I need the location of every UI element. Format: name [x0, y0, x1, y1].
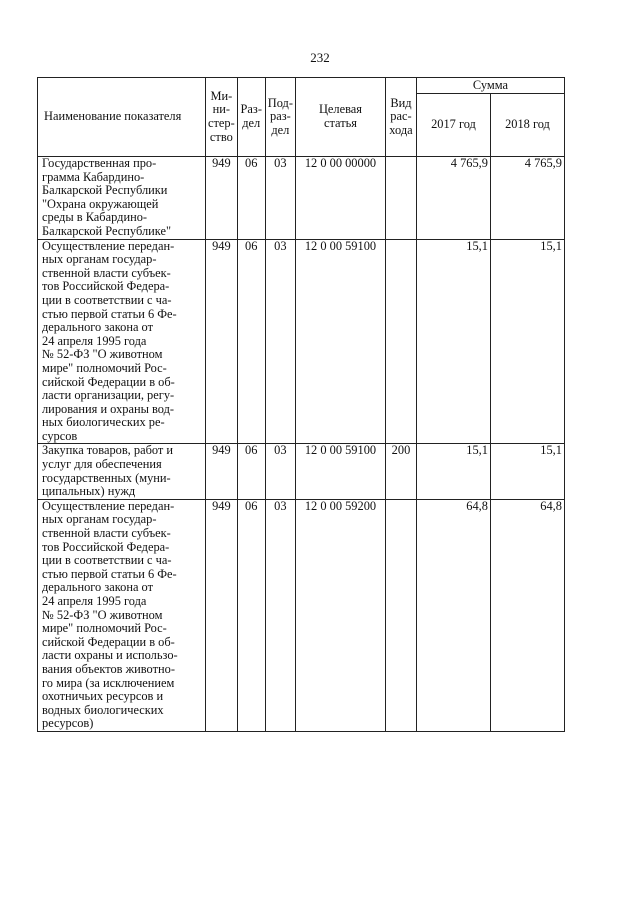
row-section: 06	[237, 239, 265, 444]
row-subsection: 03	[265, 157, 295, 240]
row-target: 12 0 00 00000	[295, 157, 385, 240]
header-sum: Сумма	[416, 78, 564, 94]
row-ministry: 949	[206, 499, 238, 731]
table-row	[38, 239, 565, 444]
row-ministry: 949	[206, 157, 238, 240]
row-name: Государственная про- грамма Кабардино- Балкарской Республики "Охрана окружающей среды в Кабардино- Балкарской Республике"	[38, 157, 206, 240]
row-amount-2018: 64,8	[490, 499, 564, 731]
row-target: 12 0 00 59100	[295, 239, 385, 444]
row-name: Осуществление передан- ных органам государ- ственной власти субъек- тов Российской Федера- ции в соответствии с ча- стью первой статьи 6 Фе- дерального закона от 24 апреля 1995 года № 52-ФЗ "О животном мире" полномочий Рос- сийской Федерации в об- ласти охраны и использо- вания объектов животно- го мира (за исключением охотничьих ресурсов и водных биологических ресурсов)	[38, 499, 206, 731]
table-row	[38, 444, 565, 499]
header-subsection: Под- раз- дел	[265, 78, 295, 157]
row-expense-type	[385, 499, 416, 731]
row-ministry: 949	[206, 239, 238, 444]
row-section: 06	[237, 157, 265, 240]
header-ministry: Ми- ни- стер- ство	[206, 78, 238, 157]
row-amount-2018: 15,1	[490, 239, 564, 444]
row-target: 12 0 00 59100	[295, 444, 385, 499]
table-row	[38, 157, 565, 240]
row-amount-2018: 15,1	[490, 444, 564, 499]
row-amount-2017: 15,1	[416, 239, 490, 444]
page-number: 232	[310, 50, 330, 65]
budget-table	[37, 77, 565, 732]
header-name: Наименование показателя	[38, 78, 206, 157]
row-target: 12 0 00 59200	[295, 499, 385, 731]
row-ministry: 949	[206, 444, 238, 499]
row-section: 06	[237, 444, 265, 499]
row-section: 06	[237, 499, 265, 731]
row-subsection: 03	[265, 499, 295, 731]
header-expense-type: Вид рас- хода	[385, 78, 416, 157]
row-expense-type: 200	[385, 444, 416, 499]
row-name: Закупка товаров, работ и услуг для обеспечения государственных (муни- ципальных) нужд	[38, 444, 206, 499]
header-section: Раз- дел	[237, 78, 265, 157]
row-amount-2017: 4 765,9	[416, 157, 490, 240]
row-expense-type	[385, 239, 416, 444]
header-year-2017: 2017 год	[416, 94, 490, 157]
header-year-2018: 2018 год	[490, 94, 564, 157]
row-expense-type	[385, 157, 416, 240]
row-subsection: 03	[265, 444, 295, 499]
row-amount-2017: 15,1	[416, 444, 490, 499]
row-amount-2018: 4 765,9	[490, 157, 564, 240]
header-target: Целевая статья	[295, 78, 385, 157]
row-name: Осуществление передан- ных органам государ- ственной власти субъек- тов Российской Федера- ции в соответствии с ча- стью первой статьи 6 Фе- дерального закона от 24 апреля 1995 года № 52-ФЗ "О животном мире" полномочий Рос- сийской Федерации в об- ласти организации, регу- лирования и охраны вод- ных биологических ре- сурсов	[38, 239, 206, 444]
row-subsection: 03	[265, 239, 295, 444]
row-amount-2017: 64,8	[416, 499, 490, 731]
table-row	[38, 499, 565, 731]
